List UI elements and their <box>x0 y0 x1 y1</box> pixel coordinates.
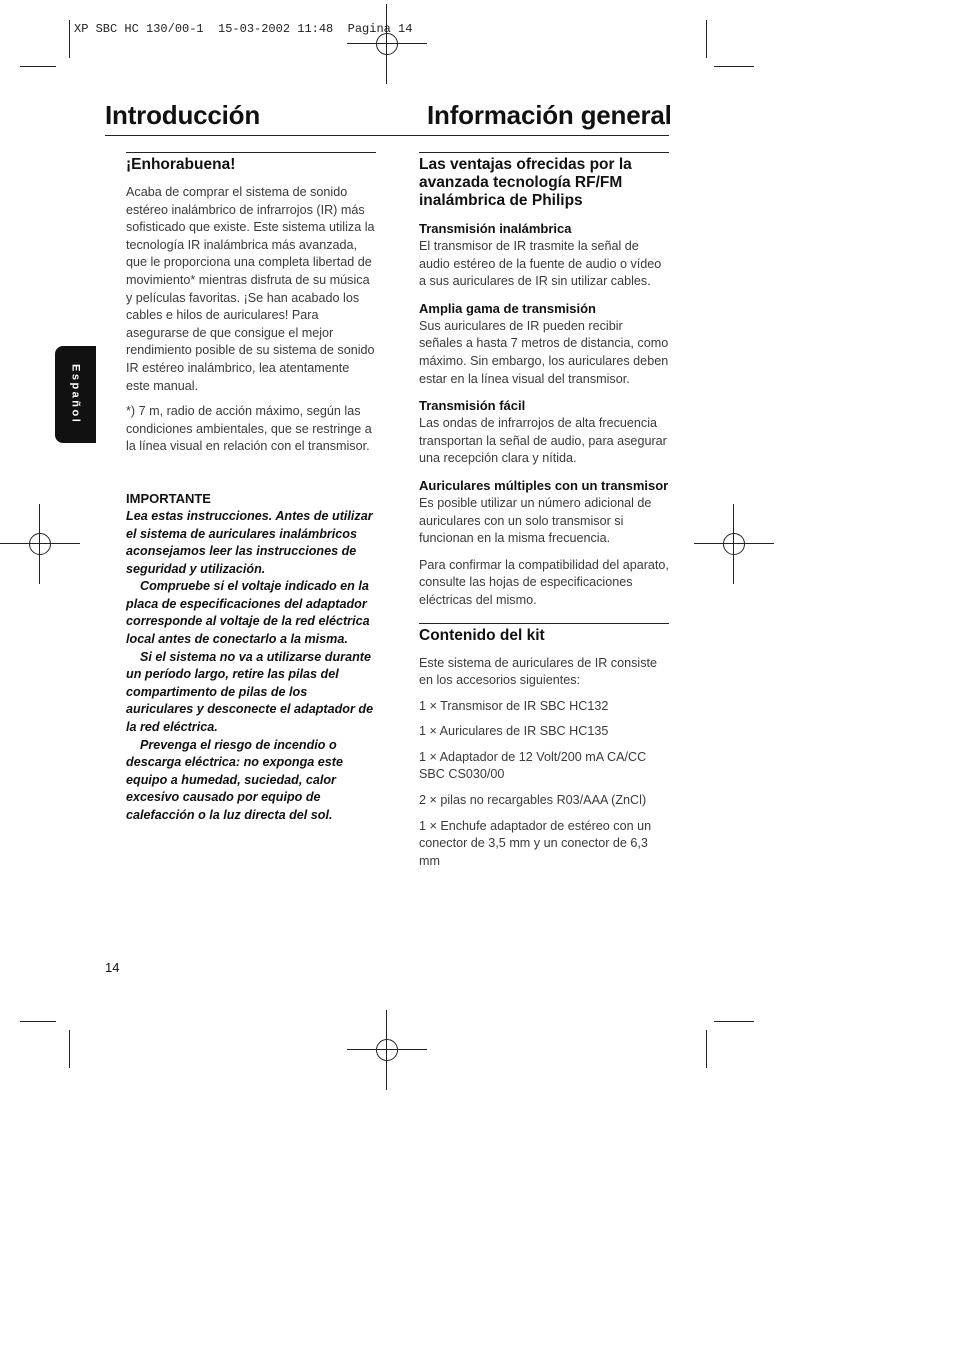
registration-mark-right <box>694 504 774 584</box>
title-rule <box>105 135 669 136</box>
section-rule <box>126 152 376 153</box>
kit-item: 1 × Auriculares de IR SBC HC135 <box>419 724 609 739</box>
advantages-heading: Las ventajas ofrecidas por la avanzada tecnología RF/FM inalámbrica de Philips <box>419 156 632 209</box>
kit-item: 1 × Transmisor de IR SBC HC132 <box>419 698 609 713</box>
section-rule <box>419 623 669 624</box>
registration-mark-top <box>347 4 427 84</box>
feature-title: Transmisión inalámbrica <box>419 221 572 236</box>
feature-title: Transmisión fácil <box>419 398 526 414</box>
crop-mark <box>714 66 754 67</box>
important-paragraph: Prevenga el riesgo de incendio o descarga eléctrica: no exponga este equipo a humedad, suciedad, calor excesivo causado por equipo de calefacción o la luz directa del sol. <box>126 737 343 822</box>
compatibility-note: Para confirmar la compatibilidad del aparato, consulte las hojas de especificaciones eléctricas del mismo. <box>419 557 669 607</box>
feature-text: El transmisor de IR trasmite la señal de audio estéreo de la fuente de audio o vídeo a sus auriculares de IR sin utilizar cables. <box>419 239 662 289</box>
feature-text: Sus auriculares de IR pueden recibir señales a hasta 7 metros de distancia, como máximo. Sin embargo, los auriculares deben estar en la línea visual del transmisor. <box>419 318 669 386</box>
kit-heading: Contenido del kit <box>419 626 545 644</box>
crop-mark <box>714 1021 754 1022</box>
feature-title: Amplia gama de transmisión <box>419 300 596 316</box>
registration-mark-bottom <box>347 1010 427 1090</box>
language-tab-label: Español <box>69 364 82 425</box>
feature-block <box>419 300 669 388</box>
kit-item: 2 × pilas no recargables R03/AAA (ZnCl) <box>419 793 647 808</box>
important-paragraph: Lea estas instrucciones. Antes de utilizar el sistema de auriculares inalámbricos aconsejamos leer las instrucciones de seguridad y utilización. <box>126 508 373 576</box>
important-paragraph: Compruebe si el voltaje indicado en la placa de especificaciones del adaptador corresponde al voltaje de la red eléctrica local antes de conectarlo a la misma. <box>126 579 370 647</box>
feature-block <box>419 397 669 468</box>
feature-title: Auriculares múltiples con un transmisor <box>419 477 669 493</box>
important-paragraph: Si el sistema no va a utilizarse durante un período largo, retire las pilas del compartimento de pilas de los auriculares y desconecte el adaptador de la red eléctrica. <box>126 649 374 735</box>
important-heading: IMPORTANTE <box>126 490 211 506</box>
section-rule <box>419 152 669 153</box>
left-column <box>126 152 376 825</box>
feature-text: Las ondas de infrarrojos de alta frecuencia transportan la señal de audio, para asegurar una recepción clara y nítida. <box>419 416 667 466</box>
footnote: *) 7 m, radio de acción máximo, según las condiciones ambientales, que se restringe a la línea visual en relación con el transmisor. <box>126 404 372 454</box>
kit-item: 1 × Enchufe adaptador de estéreo con un conector de 3,5 mm y un conector de 6,3 mm <box>419 818 652 868</box>
page-title-left: Introducción <box>105 100 261 130</box>
crop-mark <box>20 1021 56 1022</box>
feature-text: Es posible utilizar un número adicional de auriculares con un solo transmisor si funcionan en la misma frecuencia. <box>419 495 652 546</box>
page-title-right: Información general <box>427 100 672 130</box>
congrats-text: Acaba de comprar el sistema de sonido estéreo inalámbrico de infrarrojos (IR) más sofisticado que existe. Este sistema utiliza la tecnología IR inalámbrica más avanzada, que le proporciona una completa libertad de movimiento* mientras disfruta de su música y películas favoritas. ¡Se han acabado los cables e hilos de auriculares! Para asegurarse de que consigue el mejor rendimiento posible de su sistema de sonido IR estéreo inalámbrico, lea atentamente este manual. <box>126 185 375 393</box>
print-header: XP SBC HC 130/00-1 15-03-2002 11:48 Pagina 14 <box>74 22 413 36</box>
feature-block <box>419 220 669 291</box>
registration-mark-left <box>0 504 80 584</box>
crop-mark <box>706 1030 707 1068</box>
congrats-heading: ¡Enhorabuena! <box>126 156 236 173</box>
feature-block <box>419 477 669 548</box>
right-column <box>419 152 669 870</box>
page-number: 14 <box>105 960 120 975</box>
crop-mark <box>706 20 707 58</box>
crop-mark <box>20 66 56 67</box>
language-tab <box>55 346 96 443</box>
kit-item: 1 × Adaptador de 12 Volt/200 mA CA/CC SBC CS030/00 <box>419 749 647 782</box>
crop-mark <box>69 20 70 58</box>
kit-intro: Este sistema de auriculares de IR consiste en los accesorios siguientes: <box>419 655 657 688</box>
crop-mark <box>69 1030 70 1068</box>
